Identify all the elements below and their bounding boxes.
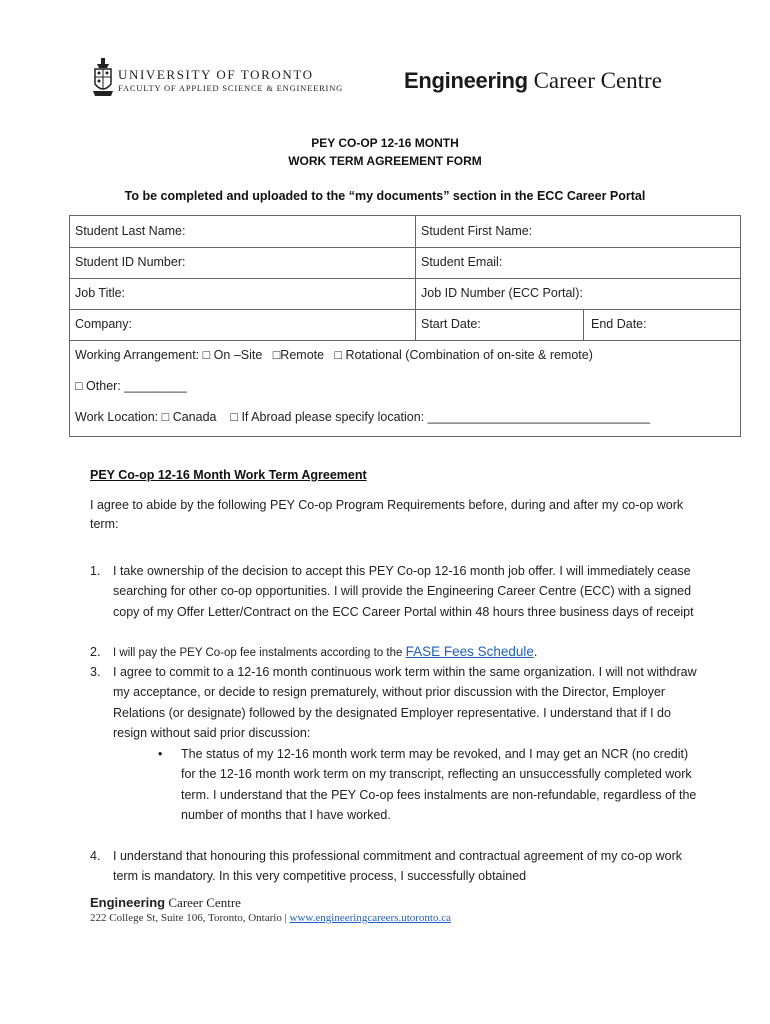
onsite-checkbox[interactable]: □: [202, 348, 211, 362]
working-arrangement-label: Working Arrangement:: [75, 348, 200, 362]
website-link[interactable]: www.engineeringcareers.utoronto.ca: [289, 912, 451, 924]
end-date-field[interactable]: End Date:: [591, 317, 647, 331]
first-name-field[interactable]: Student First Name:: [421, 224, 533, 238]
remote-checkbox[interactable]: □: [272, 348, 281, 362]
form-instruction: To be completed and uploaded to the “my documents” section in the ECC Career Portal: [124, 189, 646, 203]
other-field[interactable]: Other: _________: [86, 379, 187, 393]
bullet-icon: •: [158, 747, 163, 761]
list-item-number: 2.: [90, 645, 101, 659]
footer-address: [90, 911, 451, 925]
student-id-field[interactable]: Student ID Number:: [75, 255, 186, 269]
fee-text-end: .: [533, 645, 538, 659]
faculty-name: FACULTY OF APPLIED SCIENCE & ENGINEERING: [118, 83, 344, 93]
university-name: UNIVERSITY OF TORONTO: [118, 67, 314, 82]
list-item-number: 4.: [90, 849, 101, 863]
university-crest-icon: [93, 58, 113, 98]
form-divider: [70, 340, 740, 341]
form-divider: [415, 216, 416, 340]
start-date-field[interactable]: Start Date:: [421, 317, 481, 331]
footer-brand: [90, 895, 241, 911]
footer-brand-rest: Career Centre: [165, 895, 241, 910]
student-info-form: [69, 215, 741, 437]
work-location-label: Work Location:: [75, 410, 159, 424]
list-item-number: 1.: [90, 564, 101, 578]
footer-brand-bold: Engineering: [90, 895, 166, 910]
fase-fees-schedule-link[interactable]: FASE Fees Schedule: [405, 644, 534, 659]
sub-list-item-text: The status of my 12-16 month work term may be revoked, and I may get an NCR (no credit) for the 12-16 month work term on my transcript, reflecting an unsuccessfully completed work term. I understand that the PEY Co-op fees instalments are non-refundable, regardless of the number of months that I have worked.: [181, 747, 697, 822]
work-location-row: [75, 409, 650, 425]
list-item-text: I understand that honouring this professional commitment and contractual agreement of my co-op work term is mandatory. In this very competitive process, I successfully obtained: [113, 849, 683, 884]
canada-checkbox[interactable]: □: [161, 410, 170, 424]
rotational-label: Rotational (Combination of on-site & remote): [345, 348, 593, 362]
agreement-heading: PEY Co-op 12-16 Month Work Term Agreement: [90, 468, 367, 482]
email-field[interactable]: Student Email:: [421, 255, 503, 269]
form-divider: [70, 278, 740, 279]
footer-address-text: 222 College St, Suite 106, Toronto, Ontario |: [90, 912, 290, 924]
abroad-location-field[interactable]: If Abroad please specify location: ________________________________: [241, 410, 651, 424]
fee-text: I will pay the PEY Co-op fee instalments according to the: [113, 647, 406, 659]
job-id-field[interactable]: Job ID Number (ECC Portal):: [421, 286, 583, 300]
ecc-logo-rest: Career Centre: [527, 68, 662, 93]
list-item-text: I take ownership of the decision to accept this PEY Co-op 12-16 month job offer. I will immediately cease searching for other co-op opportunities. I will provide the Engineering Career Centre (ECC) with a signed copy of my Offer Letter/Contract on the ECC Career Portal within 48 hours three business days of receipt: [113, 564, 694, 619]
form-divider: [70, 309, 740, 310]
agreement-intro: I agree to abide by the following PEY Co-op Program Requirements before, during and after my co-op work term:: [90, 498, 684, 531]
form-divider: [583, 309, 584, 340]
other-row: [75, 378, 187, 394]
rotational-checkbox[interactable]: □: [334, 348, 343, 362]
ecc-logo: [404, 68, 662, 94]
company-field[interactable]: Company:: [75, 317, 132, 331]
list-item-text: [113, 642, 703, 663]
form-divider: [70, 247, 740, 248]
onsite-label: On –Site: [213, 348, 263, 362]
job-title-field[interactable]: Job Title:: [75, 286, 126, 300]
ecc-logo-bold: Engineering: [404, 68, 528, 93]
remote-label: Remote: [280, 348, 325, 362]
form-title-line1: PEY CO-OP 12-16 MONTH: [311, 136, 459, 150]
list-item-text: I agree to commit to a 12-16 month continuous work term within the same organization. I will not withdraw my acceptance, or decide to resign prematurely, without prior discussion with the Director, Employer Relations (or designate) followed by the designated Employer representative. I understand that if I do resign without said prior discussion:: [113, 665, 697, 740]
form-title-line2: WORK TERM AGREEMENT FORM: [288, 154, 482, 168]
working-arrangement-row: [75, 347, 593, 363]
list-item-number: 3.: [90, 665, 101, 679]
other-checkbox[interactable]: □: [75, 379, 83, 393]
canada-label: Canada: [172, 410, 217, 424]
last-name-field[interactable]: Student Last Name:: [75, 224, 186, 238]
abroad-checkbox[interactable]: □: [230, 410, 238, 424]
